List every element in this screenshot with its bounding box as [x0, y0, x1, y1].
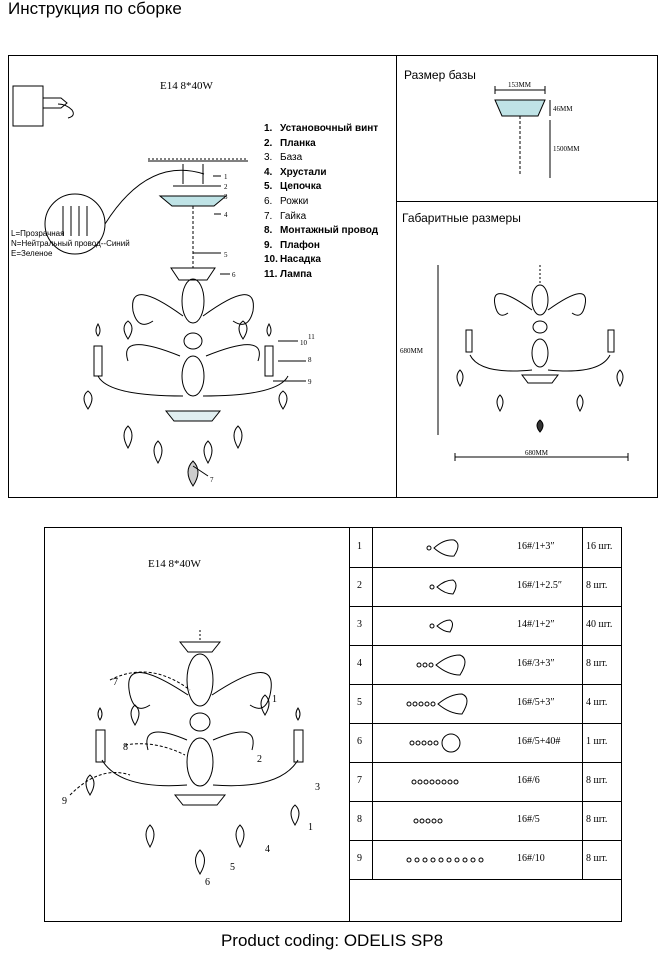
- callout-label: 11: [308, 333, 315, 341]
- base-size-drawing: [480, 78, 630, 188]
- callout-label: 2: [224, 183, 228, 191]
- part-item: 11. Лампа: [264, 268, 312, 280]
- callout-label: 4: [265, 844, 270, 855]
- overall-width-label: 680MM: [525, 449, 548, 457]
- table-row: 4 16#/3+3″ 8 шт.: [349, 645, 622, 685]
- overall-height-label: 680MM: [400, 347, 423, 355]
- callout-label: 6: [205, 877, 210, 888]
- divider: [396, 55, 397, 498]
- product-code: Product coding: ODELIS SP8: [220, 931, 444, 950]
- crystal-icon: [407, 732, 487, 754]
- base-width-label: 153MM: [508, 81, 531, 89]
- callout-label: 9: [62, 796, 67, 807]
- table-row: 1 16#/1+3″ 16 шт.: [349, 528, 622, 568]
- divider: [396, 201, 658, 202]
- table-row: 5 16#/5+3″ 4 шт.: [349, 684, 622, 724]
- base-size-title: Размер базы: [404, 68, 476, 82]
- crystal-icon: [411, 815, 461, 827]
- part-item: 6. Рожки: [264, 195, 309, 207]
- crystal-icon: [424, 538, 474, 558]
- callout-label: 3: [224, 193, 228, 201]
- crystal-icon: [427, 616, 467, 636]
- table-row: 2 16#/1+2.5″ 8 шт.: [349, 567, 622, 607]
- callout-label: 4: [224, 211, 228, 219]
- part-item: 10. Насадка: [264, 254, 321, 266]
- lamp-spec: E14 8*40W: [148, 558, 201, 570]
- lamp-spec: E14 8*40W: [160, 80, 213, 92]
- overall-size-drawing: [400, 225, 655, 465]
- callout-label: 5: [224, 251, 228, 259]
- callout-label: 7: [113, 677, 118, 688]
- part-item: 2. Планка: [264, 137, 316, 149]
- table-row: 6 16#/5+40# 1 шт.: [349, 723, 622, 763]
- part-item: 8. Монтажный провод: [264, 225, 379, 237]
- legend-line: N=Нейтральный провод--Синий: [11, 239, 130, 248]
- part-item: 4. Хрустали: [264, 166, 327, 178]
- callout-label: 1: [272, 694, 277, 705]
- callout-label: 8: [308, 356, 312, 364]
- callout-label: 1: [308, 822, 313, 833]
- crystal-placement-drawing: [50, 610, 350, 900]
- table-row: 8 16#/5 8 шт.: [349, 801, 622, 841]
- callout-label: 7: [210, 476, 214, 484]
- part-item: 3. База: [264, 152, 303, 164]
- overall-size-title: Габаритные размеры: [402, 211, 521, 225]
- callout-label: 1: [224, 173, 228, 181]
- part-item: 1. Установочный винт: [264, 123, 379, 134]
- base-height-label: 46MM: [553, 105, 573, 113]
- wiring-detail-icon: [45, 194, 105, 254]
- table-row: 7 16#/6 8 шт.: [349, 762, 622, 802]
- table-row: 9 16#/10 8 шт.: [349, 840, 622, 880]
- legend-line: L=Прозрачная: [11, 229, 65, 238]
- callout-label: 3: [315, 782, 320, 793]
- crystal-icon: [404, 692, 484, 716]
- callout-label: 5: [230, 862, 235, 873]
- ceiling-mount-icon: [13, 86, 43, 126]
- table-row: 3 14#/1+2″ 40 шт.: [349, 606, 622, 646]
- chain-length-label: 1500MM: [553, 145, 580, 153]
- callout-label: 8: [123, 742, 128, 753]
- callout-label: 9: [308, 378, 312, 386]
- chandelier-assembly-drawing: [8, 56, 396, 496]
- callout-label: 10: [300, 339, 307, 347]
- callout-label: 6: [232, 271, 236, 279]
- part-item: 9. Плафон: [264, 239, 320, 251]
- part-item: 5. Цепочка: [264, 181, 322, 193]
- crystal-icon: [404, 854, 504, 866]
- crystal-icon: [409, 776, 469, 788]
- callout-label: 2: [257, 754, 262, 765]
- crystal-icon: [414, 653, 484, 677]
- legend-line: E=Зеленое: [11, 249, 53, 258]
- part-item: 7. Гайка: [264, 210, 307, 222]
- page-title: Инструкция по сборке: [8, 0, 182, 18]
- crystal-icon: [427, 577, 467, 597]
